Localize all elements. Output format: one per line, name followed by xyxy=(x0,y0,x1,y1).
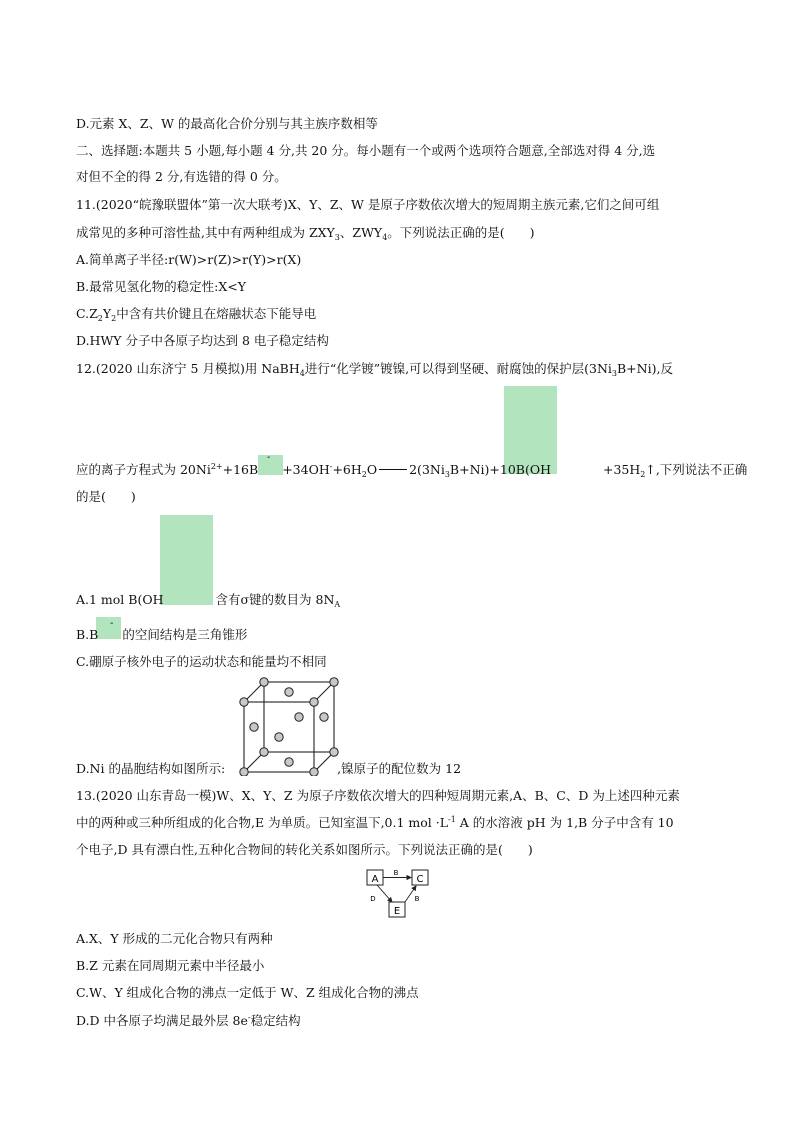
option-d-prev: D.元素 X、Z、W 的最高化合价分别与其主族序数相等 xyxy=(76,116,378,131)
q13-option-b: B.Z 元素在同周期元素中半径最小 xyxy=(76,958,265,973)
q13-option-d: D.D 中各原子均满足最外层 8e-稳定结构 xyxy=(76,1013,301,1028)
section-header-cont: 对但不全的得 2 分,有选错的得 0 分。 xyxy=(76,169,287,184)
q13-option-a: A.X、Y 形成的二元化合物只有两种 xyxy=(76,931,273,946)
node-e: E xyxy=(393,906,401,917)
q11-option-b: B.最常见氢化物的稳定性:X<Y xyxy=(76,279,246,294)
equals-sign xyxy=(379,469,407,470)
q11-option-c: $C.Z_2Y_2$中含有共价键且在熔融状态下能导电 xyxy=(76,306,317,323)
q12-option-c: C.硼原子核外电子的运动状态和能量均不相同 xyxy=(76,654,327,669)
q13-stem-cont2: 个电子,D 具有漂白性,五种化合物间的转化关系如图所示。下列说法正确的是( ) xyxy=(76,842,533,857)
q12-option-d: D.Ni 的晶胞结构如图所示: ,镍原子的配位数为 12 xyxy=(76,761,462,776)
q11-stem: 11.(2020“皖豫联盟体”第一次大联考)X、Y、Z、W 是原子序数依次增大的短周期主族元素,它们之间可组 xyxy=(76,197,660,212)
node-a: A xyxy=(371,874,379,885)
edge-label-b: B xyxy=(414,895,420,903)
formula-image-placeholder xyxy=(504,386,557,474)
q12-option-a: A.1 mol B(OH 含有σ键的数目为 $8N_A$ xyxy=(76,592,341,609)
section-header: 二、选择题:本题共 5 小题,每小题 4 分,共 20 分。每小题有一个或两个选项符合题意,全部选对得 4 分,选 xyxy=(76,143,656,158)
edge-label-d: D xyxy=(370,895,376,903)
q13-stem-cont: 中的两种或三种所组成的化合物,E 为单质。已知室温下,0.1 mol $\cdot L^{-1}$ A 的水溶液 pH 为 1,B 分子中含有 10 xyxy=(76,815,674,830)
node-c: C xyxy=(416,874,424,885)
edge-label-b: B xyxy=(393,869,399,877)
q12-stem-end: 的是( ) xyxy=(76,489,136,504)
q12-option-b: B.B 的空间结构是三角锥形 xyxy=(76,627,248,642)
q12-stem: 12.(2020 山东济宁 5 月模拟)用 NaBH$_4$进行“化学镀”镀镍,可以得到坚硬、耐腐蚀的保护层$(3Ni_3B+Ni)$,反 xyxy=(76,361,673,378)
q13-option-c: C.W、Y 组成化合物的沸点一定低于 W、Z 组成化合物的沸点 xyxy=(76,985,419,1000)
q12-equation: 应的离子方程式为 $20Ni^{2+}+16B +34OH^-+6H_2O$ $2(3Ni_3B+Ni)+10B(OH$ $+35H_2↑$,下列说法不正确 xyxy=(76,462,748,479)
minus-sign: - xyxy=(110,618,114,629)
conversion-diagram xyxy=(362,864,436,922)
q11-option-d: D.HWY 分子中各原子均达到 8 电子稳定结构 xyxy=(76,333,329,348)
q11-stem-cont: 成常见的多种可溶性盐,其中有两种组成为 $ZXY_3$、$ZWY_4$。下列说法正确的是( ) xyxy=(76,225,535,242)
minus-sign: - xyxy=(267,452,271,463)
q11-option-a: A.简单离子半径:r(W)>r(Z)>r(Y)>r(X) xyxy=(76,252,302,267)
q13-stem: 13.(2020 山东青岛一模)W、X、Y、Z 为原子序数依次增大的四种短周期元素,A、B、C、D 为上述四种元素 xyxy=(76,788,680,803)
